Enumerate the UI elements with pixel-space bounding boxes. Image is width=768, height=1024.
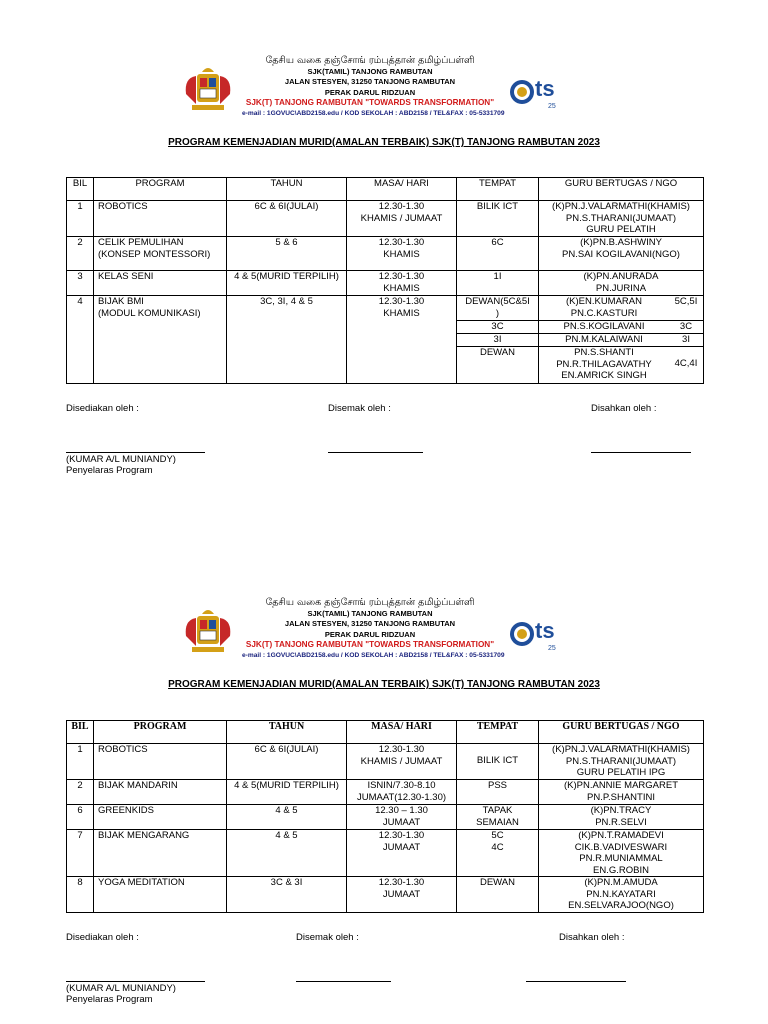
sub-guru: PN.M.KALAIWANI — [565, 334, 643, 345]
signature-line — [66, 452, 205, 453]
header-masa: MASA/ HARI — [347, 721, 457, 744]
cell-masa: 12.30-1.30 JUMAAT — [347, 830, 457, 877]
letterhead-address: JALAN STESYEN, 31250 TANJONG RAMBUTAN — [284, 77, 456, 86]
cell-masa: 12.30-1.30 KHAMIS — [347, 237, 457, 271]
cell-bil: 1 — [67, 201, 94, 237]
cell-guru: (K)PN.J.VALARMATHI(KHAMIS) PN.S.THARANI(JUMAAT) GURU PELATIH — [539, 201, 704, 237]
sub-kelas: 3I — [682, 334, 690, 345]
table-row — [67, 237, 704, 271]
cell-tempat-split — [457, 296, 539, 384]
cell-tahun: 4 & 5 — [227, 830, 347, 877]
cell-bil: 6 — [67, 805, 94, 830]
cell-guru: (K)PN.TRACY PN.R.SELVI — [539, 805, 704, 830]
school-badge-icon — [508, 600, 560, 662]
cell-tahun: 4 & 5 — [227, 805, 347, 830]
header-tahun: TAHUN — [227, 721, 347, 744]
header-masa: MASA/ HARI — [347, 178, 457, 201]
cell-masa: 12.30-1.30 JUMAAT — [347, 877, 457, 913]
cell-masa: 12.30-1.30 KHAMIS — [347, 271, 457, 296]
cell-bil: 7 — [67, 830, 94, 877]
program-table-1 — [66, 177, 704, 384]
cell-masa: ISNIN/7.30-8.10 JUMAAT(12.30-1.30) — [347, 780, 457, 805]
signature-line — [328, 452, 423, 453]
letterhead-motto: SJK(T) TANJONG RAMBUTAN "TOWARDS TRANSFORMATION" — [245, 98, 495, 107]
cell-program: GREENKIDS — [94, 805, 227, 830]
letterhead-school-name: SJK(TAMIL) TANJONG RAMBUTAN — [307, 608, 433, 618]
coordinator-name: (KUMAR A/L MUNIANDY) — [66, 983, 176, 994]
badge-number: 25 — [548, 645, 556, 652]
cell-masa: 12.30 – 1.30 JUMAAT — [347, 805, 457, 830]
letterhead-address: JALAN STESYEN, 31250 TANJONG RAMBUTAN — [284, 619, 456, 628]
cell-tahun: 3C & 3I — [227, 877, 347, 913]
sub-kelas: 4C,4I — [674, 358, 698, 369]
cell-masa: 12.30-1.30 KHAMIS / JUMAAT — [347, 201, 457, 237]
prepared-by-label: Disediakan oleh : — [66, 403, 139, 414]
coordinator-name: (KUMAR A/L MUNIANDY) — [66, 454, 176, 465]
sub-kelas: 3C — [679, 321, 693, 332]
cell-guru: (K)PN.J.VALARMATHI(KHAMIS) PN.S.THARANI(JUMAAT) GURU PELATIH IPG — [539, 744, 704, 780]
page-title: PROGRAM KEMENJADIAN MURID(AMALAN TERBAIK) SJK(T) TANJONG RAMBUTAN 2023 — [168, 679, 600, 690]
signature-line — [66, 981, 205, 982]
sub-guru: PN.S.SHANTI PN.R.THILAGAVATHY EN.AMRICK SINGH — [556, 347, 652, 381]
cell-tempat: BILIK ICT — [457, 744, 539, 780]
table-row — [67, 805, 704, 830]
letterhead-school-name: SJK(TAMIL) TANJONG RAMBUTAN — [307, 66, 433, 76]
cell-tempat: PSS — [457, 780, 539, 805]
table-row — [67, 877, 704, 913]
cell-masa: 12.30-1.30 KHAMIS — [347, 296, 457, 384]
signature-line — [296, 981, 391, 982]
cell-tahun: 4 & 5(MURID TERPILIH) — [227, 271, 347, 296]
cell-tempat: BILIK ICT — [457, 201, 539, 237]
table-row — [67, 271, 704, 296]
page-title: PROGRAM KEMENJADIAN MURID(AMALAN TERBAIK) SJK(T) TANJONG RAMBUTAN 2023 — [168, 137, 600, 148]
badge-number: 25 — [548, 103, 556, 110]
cell-bil: 4 — [67, 296, 94, 384]
header-guru: GURU BERTUGAS / NGO — [539, 178, 704, 201]
malaysia-crest-icon — [182, 64, 234, 114]
coordinator-role: Penyelaras Program — [66, 994, 153, 1005]
letterhead — [178, 56, 558, 124]
cell-program: ROBOTICS — [94, 744, 227, 780]
prepared-by-label: Disediakan oleh : — [66, 932, 139, 943]
sub-kelas: 5C,5I — [674, 296, 698, 307]
sub-tempat: 3I — [457, 334, 538, 347]
cell-guru-split — [539, 296, 704, 384]
letterhead-state: PERAK DARUL RIDZUAN — [324, 629, 416, 639]
cell-bil: 8 — [67, 877, 94, 913]
header-program: PROGRAM — [94, 178, 227, 201]
approved-by-label: Disahkan oleh : — [591, 403, 657, 414]
cell-tempat: 6C — [457, 237, 539, 271]
cell-program: BIJAK MENGARANG — [94, 830, 227, 877]
cell-tempat: TAPAK SEMAIAN — [457, 805, 539, 830]
letterhead-contact: e-mail : 1GOVUC\ABD2158.edu / KOD SEKOLAH : ABD2158 / TEL&FAX : 05-5331709 — [242, 651, 505, 659]
signature-line — [526, 981, 626, 982]
header-bil: BIL — [67, 721, 94, 744]
cell-guru: (K)PN.B.ASHWINY PN.SAI KOGILAVANI(NGO) — [539, 237, 704, 271]
school-badge-icon — [508, 58, 560, 120]
cell-guru: (K)PN.T.RAMADEVI CIK.B.VADIVESWARI PN.R.MUNIAMMAL EN.G.ROBIN — [539, 830, 704, 877]
letterhead-state: PERAK DARUL RIDZUAN — [324, 87, 416, 97]
letterhead-tamil-name: தேசிய வகை தஞ்சோங் ரம்புத்தான் தமிழ்ப்பள்ளி — [265, 55, 475, 66]
header-bil: BIL — [67, 178, 94, 201]
table-row — [67, 780, 704, 805]
badge-text: ts — [535, 76, 555, 101]
letterhead-tamil-name: தேசிய வகை தஞ்சோங் ரம்புத்தான் தமிழ்ப்பள்ளி — [265, 597, 475, 608]
cell-bil: 3 — [67, 271, 94, 296]
cell-tempat: DEWAN — [457, 877, 539, 913]
cell-program: YOGA MEDITATION — [94, 877, 227, 913]
malaysia-crest-icon — [182, 606, 234, 656]
sub-tempat: DEWAN(5C&5I ) — [457, 296, 538, 321]
badge-text: ts — [535, 618, 555, 643]
approved-by-label: Disahkan oleh : — [559, 932, 625, 943]
cell-tahun: 6C & 6I(JULAI) — [227, 744, 347, 780]
table-header-row — [67, 178, 704, 201]
cell-tahun: 4 & 5(MURID TERPILIH) — [227, 780, 347, 805]
letterhead — [178, 598, 558, 666]
checked-by-label: Disemak oleh : — [328, 403, 391, 414]
cell-guru: (K)PN.ANNIE MARGARET PN.P.SHANTINI — [539, 780, 704, 805]
table-row — [67, 830, 704, 877]
cell-bil: 1 — [67, 744, 94, 780]
checked-by-label: Disemak oleh : — [296, 932, 359, 943]
table-header-row — [67, 721, 704, 744]
cell-program: BIJAK BMI (MODUL KOMUNIKASI) — [94, 296, 227, 384]
cell-guru: (K)PN.M.AMUDA PN.N.KAYATARI EN.SELVARAJOO(NGO) — [539, 877, 704, 913]
cell-program: ROBOTICS — [94, 201, 227, 237]
cell-tahun: 6C & 6I(JULAI) — [227, 201, 347, 237]
cell-masa: 12.30-1.30 KHAMIS / JUMAAT — [347, 744, 457, 780]
cell-tahun: 3C, 3I, 4 & 5 — [227, 296, 347, 384]
program-table-2 — [66, 720, 704, 913]
letterhead-contact: e-mail : 1GOVUC\ABD2158.edu / KOD SEKOLAH : ABD2158 / TEL&FAX : 05-5331709 — [242, 109, 505, 117]
signature-line — [591, 452, 691, 453]
sub-tempat: 3C — [457, 321, 538, 334]
header-tempat: TEMPAT — [457, 721, 539, 744]
cell-tempat: 1I — [457, 271, 539, 296]
cell-bil: 2 — [67, 237, 94, 271]
sub-guru: PN.S.KOGILAVANI — [563, 321, 645, 332]
coordinator-role: Penyelaras Program — [66, 465, 153, 476]
cell-bil: 2 — [67, 780, 94, 805]
cell-guru: (K)PN.ANURADA PN.JURINA — [539, 271, 704, 296]
table-row — [67, 296, 704, 384]
header-tempat: TEMPAT — [457, 178, 539, 201]
table-row — [67, 744, 704, 780]
letterhead-motto: SJK(T) TANJONG RAMBUTAN "TOWARDS TRANSFORMATION" — [245, 640, 495, 649]
sub-guru: (K)EN.KUMARAN PN.C.KASTURI — [565, 296, 642, 319]
header-program: PROGRAM — [94, 721, 227, 744]
cell-program: BIJAK MANDARIN — [94, 780, 227, 805]
cell-program: CELIK PEMULIHAN (KONSEP MONTESSORI) — [94, 237, 227, 271]
header-guru: GURU BERTUGAS / NGO — [539, 721, 704, 744]
cell-tahun: 5 & 6 — [227, 237, 347, 271]
header-tahun: TAHUN — [227, 178, 347, 201]
table-row — [67, 201, 704, 237]
sub-tempat: DEWAN — [479, 347, 515, 358]
cell-tempat: 5C 4C — [457, 830, 539, 877]
cell-program: KELAS SENI — [94, 271, 227, 296]
